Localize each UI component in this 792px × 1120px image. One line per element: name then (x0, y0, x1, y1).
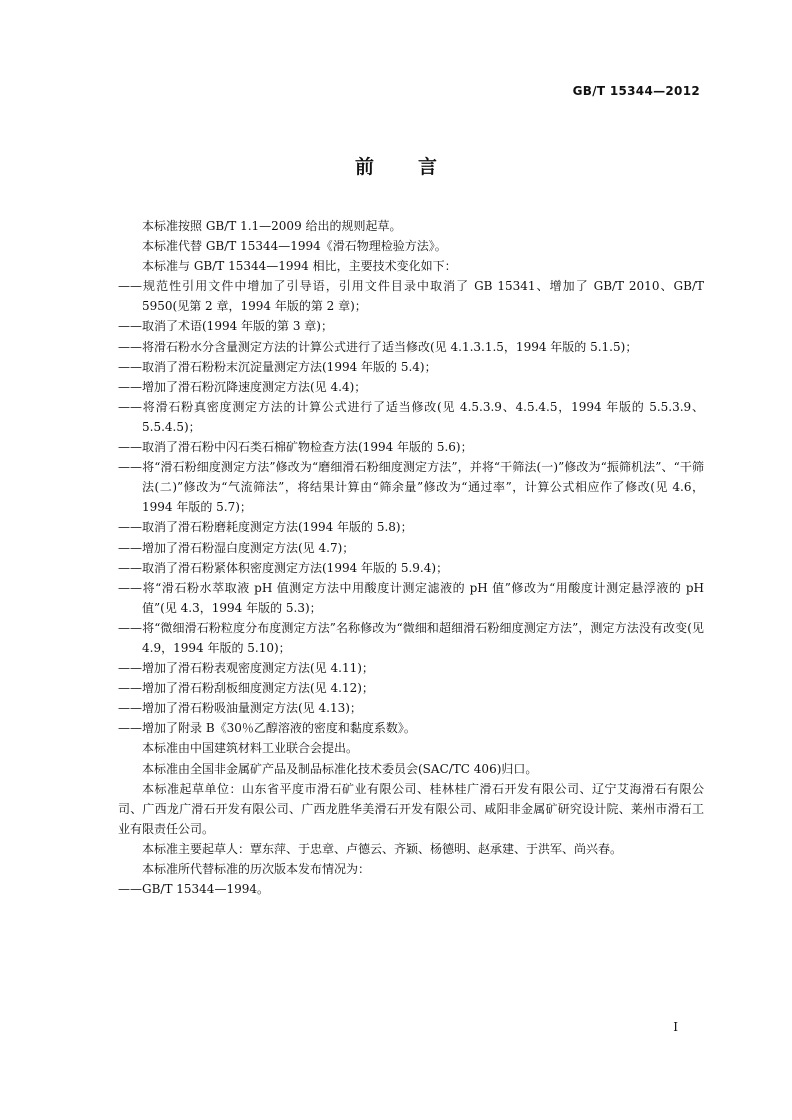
change-item-text: 将“滑石粉水萃取液 pH 值测定方法中用酸度计测定滤液的 pH 值”修改为“用酸度计测定悬浮液的 pH 值”(见 4.3，1994 年版的 5.3)； (142, 580, 704, 615)
change-item (118, 517, 704, 537)
change-item-text: 增加了滑石粉刮板细度测定方法(见 4.12)； (142, 681, 374, 696)
intro-paragraph: 本标准按照 GB/T 1.1—2009 给出的规则起草。 (142, 219, 402, 233)
dash-mark: —— (118, 379, 142, 394)
change-item-text: 取消了滑石粉粉末沉淀量测定方法(1994 年版的 5.4)； (142, 359, 437, 374)
dash-mark: —— (118, 882, 142, 897)
change-item-text: 取消了滑石粉中闪石类石棉矿物检查方法(1994 年版的 5.6)； (142, 440, 473, 455)
dash-mark: —— (118, 440, 142, 455)
change-item (118, 578, 704, 618)
dash-mark: —— (118, 701, 142, 716)
change-item-text: 增加了附录 B《30％乙醇溶液的密度和黏度系数》。 (142, 721, 416, 736)
history-item (118, 879, 704, 899)
change-item-text: 将滑石粉水分含量测定方法的计算公式进行了适当修改(见 4.1.3.1.5，1994 年版的 5.1.5)； (142, 339, 638, 354)
change-item (118, 718, 704, 738)
change-item (118, 658, 704, 678)
intro-paragraph: 本标准与 GB/T 15344—1994 相比，主要技术变化如下： (142, 259, 457, 274)
dash-mark: —— (118, 661, 142, 676)
dash-mark: —— (118, 520, 142, 535)
dash-mark: —— (118, 620, 142, 635)
statement-paragraph: 本标准所代替标准的历次版本发布情况为： (142, 862, 371, 876)
change-item (118, 377, 704, 397)
change-item-text: 将滑石粉真密度测定方法的计算公式进行了适当修改(见 4.5.3.9、4.5.4.5，1994 年版的 5.5.3.9、5.5.4.5)； (142, 399, 704, 434)
dash-mark: —— (118, 279, 142, 294)
change-item (118, 397, 704, 437)
change-item-text: 增加了滑石粉吸油量测定方法(见 4.13)； (142, 701, 362, 716)
dash-mark: —— (118, 319, 142, 334)
change-item (118, 437, 704, 457)
change-item-text: 取消了术语(1994 年版的第 3 章)； (142, 319, 333, 334)
dash-mark: —— (118, 339, 142, 354)
change-item-text: 规范性引用文件中增加了引导语，引用文件目录中取消了 GB 15341、增加了 GB/T 2010、GB/T 5950(见第 2 章，1994 年版的第 2 章)； (142, 279, 704, 314)
change-item (118, 357, 704, 377)
intro-paragraph: 本标准代替 GB/T 15344—1994《滑石物理检验方法》。 (142, 239, 447, 254)
page-title: 前言 (354, 156, 481, 178)
dash-mark: —— (118, 540, 142, 555)
change-item-text: 将“滑石粉细度测定方法”修改为“磨细滑石粉细度测定方法”，并将“干筛法(一)”修改为“振筛机法”、“干筛法(二)”修改为“气流筛法”，将结果计算由“筛余量”修改为“通过率”，计算公式相应作了修改(见 4.6，1994 年版的 5.7)； (142, 460, 704, 515)
change-item (118, 276, 704, 316)
change-item-text: 增加了滑石粉湿白度测定方法(见 4.7)； (142, 540, 355, 555)
statement-paragraph: 本标准由中国建筑材料工业联合会提出。 (142, 741, 359, 756)
change-item (118, 538, 704, 558)
dash-mark: —— (118, 580, 142, 595)
page-number: I (673, 1020, 678, 1034)
dash-mark: —— (118, 560, 142, 575)
dash-mark: —— (118, 681, 142, 696)
change-item (118, 558, 704, 578)
history-item-text: GB/T 15344—1994。 (142, 882, 269, 897)
change-item (118, 618, 704, 658)
change-item (118, 316, 704, 336)
statement-paragraph: 本标准由全国非金属矿产品及制品标准化技术委员会(SAC/TC 406)归口。 (142, 761, 538, 776)
change-item (118, 457, 704, 517)
drafting-units-paragraph: 本标准起草单位：山东省平度市滑石矿业有限公司、桂林桂广滑石开发有限公司、辽宁艾海滑石有限公司、广西龙广滑石开发有限公司、广西龙胜华美滑石开发有限公司、咸阳非金属矿研究设计院、莱州市滑石工业有限责任公司。 (118, 781, 704, 836)
change-item (118, 337, 704, 357)
change-item-text: 取消了滑石粉紧体积密度测定方法(1994 年版的 5.9.4)； (142, 560, 449, 575)
change-item-text: 增加了滑石粉沉降速度测定方法(见 4.4)； (142, 379, 367, 394)
dash-mark: —— (118, 399, 142, 414)
document-body (118, 216, 704, 899)
dash-mark: —— (118, 460, 142, 475)
change-item-text: 取消了滑石粉磨耗度测定方法(1994 年版的 5.8)； (142, 520, 413, 535)
change-item-text: 增加了滑石粉表观密度测定方法(见 4.11)； (142, 661, 374, 676)
standard-number: GB/T 15344—2012 (572, 84, 700, 98)
change-item (118, 678, 704, 698)
dash-mark: —— (118, 721, 142, 736)
change-item (118, 698, 704, 718)
drafters-paragraph: 本标准主要起草人：覃东萍、于忠章、卢德云、齐颖、杨德明、赵承建、于洪军、尚兴春。 (142, 841, 623, 856)
change-item-text: 将“微细滑石粉粒度分布度测定方法”名称修改为“微细和超细滑石粉细度测定方法”，测定方法没有改变(见 4.9，1994 年版的 5.10)； (142, 620, 704, 655)
dash-mark: —— (118, 359, 142, 374)
